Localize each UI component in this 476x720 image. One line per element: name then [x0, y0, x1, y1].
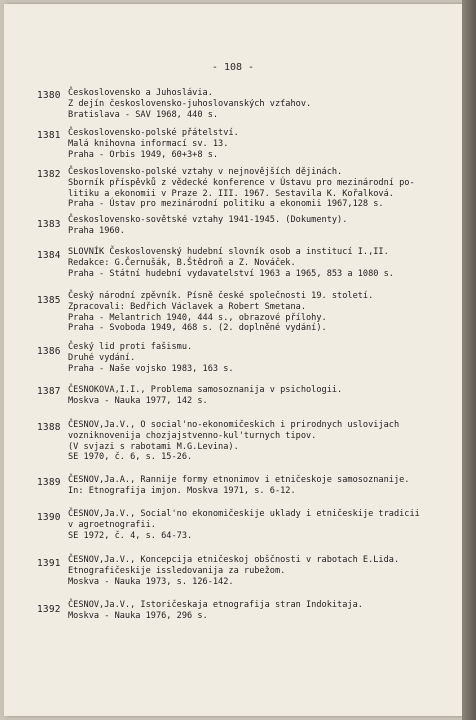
entry-line: Praha - Státní hudební vydavatelství 1963 a 1965, 853 a 1080 s. [68, 268, 394, 279]
entry-line: SLOVNÍK Československý hudební slovník osob a institucí I.,II. [68, 247, 389, 257]
entry-text [68, 342, 418, 374]
entry-line: SE 1970, č. 6, s. 15-26. [68, 452, 193, 463]
entry-text [68, 385, 418, 407]
entry-line: Československo-sovětské vztahy 1941-1945. (Dokumenty). [68, 215, 348, 225]
entry-number: 1382 [37, 169, 61, 180]
entry-line: Bratislava - SAV 1968, 440 s. [68, 109, 219, 120]
entry-number: 1383 [37, 219, 61, 230]
entry-line: Druhé vydání. [68, 352, 136, 363]
entry-number: 1389 [37, 477, 61, 488]
entry-line: (V svjazi s rabotami M.G.Levina). [68, 441, 239, 452]
entry-text [68, 128, 418, 160]
entry-line: ČESNOKOVA,I.I., Problema samosoznanija v psichologii. [68, 385, 343, 395]
entry-number: 1385 [37, 295, 61, 306]
entry-line: Praha 1960. [68, 225, 125, 236]
entry-text [68, 600, 418, 622]
entry-number: 1392 [37, 604, 61, 615]
binding-edge [462, 0, 476, 720]
entry-text [68, 291, 418, 334]
entry-line: ČESNOV,Ja.A., Rannije formy etnonimov i etničeskoje samosoznanije. [68, 475, 410, 485]
entry-line: Etnografičeskije issledovanija za rubežom. [68, 565, 286, 576]
entry-text [68, 167, 418, 210]
entry-line: v agroetnografii. [68, 519, 156, 530]
entry-line: Moskva - Nauka 1976, 296 s. [68, 610, 208, 621]
entry-text [68, 509, 418, 541]
entry-line: Český lid proti fašismu. [68, 342, 193, 352]
entry-line: Z dejín československo-juhoslovanských vzťahov. [68, 98, 312, 109]
entry-line: Československo a Juhoslávia. [68, 88, 213, 98]
page-number: - 108 - [211, 62, 255, 73]
entry-line: Praha - Orbis 1949, 60+3+8 s. [68, 149, 219, 160]
entry-line: Československo-polské přátelství. [68, 128, 239, 138]
entry-line: Sborník příspěvků z vědecké konference v Ústavu pro mezinárodní po- [68, 177, 415, 188]
entry-line: ČESNOV,Ja.V., Istoričeskaja etnografija stran Indokitaja. [68, 600, 363, 610]
entry-line: Redakce: G.Černušák, B.Štědroň a Z. Nováček. [68, 257, 296, 268]
entry-line: SE 1972, č. 4, s. 64-73. [68, 530, 193, 541]
entry-line: vozniknovenija chozjajstvenno-kul'turnych tipov. [68, 430, 317, 441]
entry-text [68, 215, 418, 237]
entry-line: Moskva - Nauka 1977, 142 s. [68, 395, 208, 406]
entry-line: Československo-polské vztahy v nejnovějších dějinách. [68, 167, 343, 177]
entry-line: Praha - Ústav pro mezinárodní politiku a ekonomii 1967,128 s. [68, 199, 384, 210]
entry-number: 1391 [37, 558, 61, 569]
entry-number: 1381 [37, 130, 61, 141]
entry-text [68, 555, 418, 587]
entry-line: Český národní zpěvník. Písně české společnosti 19. století. [68, 291, 374, 301]
entry-number: 1387 [37, 386, 61, 397]
entry-line: Praha - Svoboda 1949, 468 s. (2. doplněné vydání). [68, 323, 327, 334]
entry-line: ČESNOV,Ja.V., Koncepcija etničeskoj obščnosti v rabotach E.Lida. [68, 555, 400, 565]
entry-line: Zpracovali: Bedřich Václavek a Robert Smetana. [68, 301, 306, 312]
entry-line: Moskva - Nauka 1973, s. 126-142. [68, 576, 234, 587]
entry-line: Praha - Melantrich 1940, 444 s., obrazové přílohy. [68, 312, 327, 323]
entry-line: Praha - Naše vojsko 1983, 163 s. [68, 363, 234, 374]
entry-text [68, 88, 418, 120]
entry-text [68, 420, 418, 463]
entry-text [68, 475, 418, 497]
entry-line: Malá knihovna informací sv. 13. [68, 138, 229, 149]
entry-line: ČESNOV,Ja.V., Social'no ekonomičeskije uklady i etničeskije tradicii [68, 509, 420, 519]
entry-number: 1386 [37, 346, 61, 357]
document-page [4, 4, 462, 716]
entry-line: In: Etnografija imjon. Moskva 1971, s. 6-12. [68, 485, 296, 496]
entry-number: 1388 [37, 422, 61, 433]
entry-number: 1384 [37, 250, 61, 261]
entry-number: 1380 [37, 90, 61, 101]
entry-line: litiku a ekonomii v Praze 2. III. 1967. Sestavila K. Kořalková. [68, 188, 394, 199]
entry-text [68, 247, 418, 279]
entry-number: 1390 [37, 512, 61, 523]
entry-line: ČESNOV,Ja.V., O social'no-ekonomičeskich i prirodnych uslovijach [68, 420, 400, 430]
